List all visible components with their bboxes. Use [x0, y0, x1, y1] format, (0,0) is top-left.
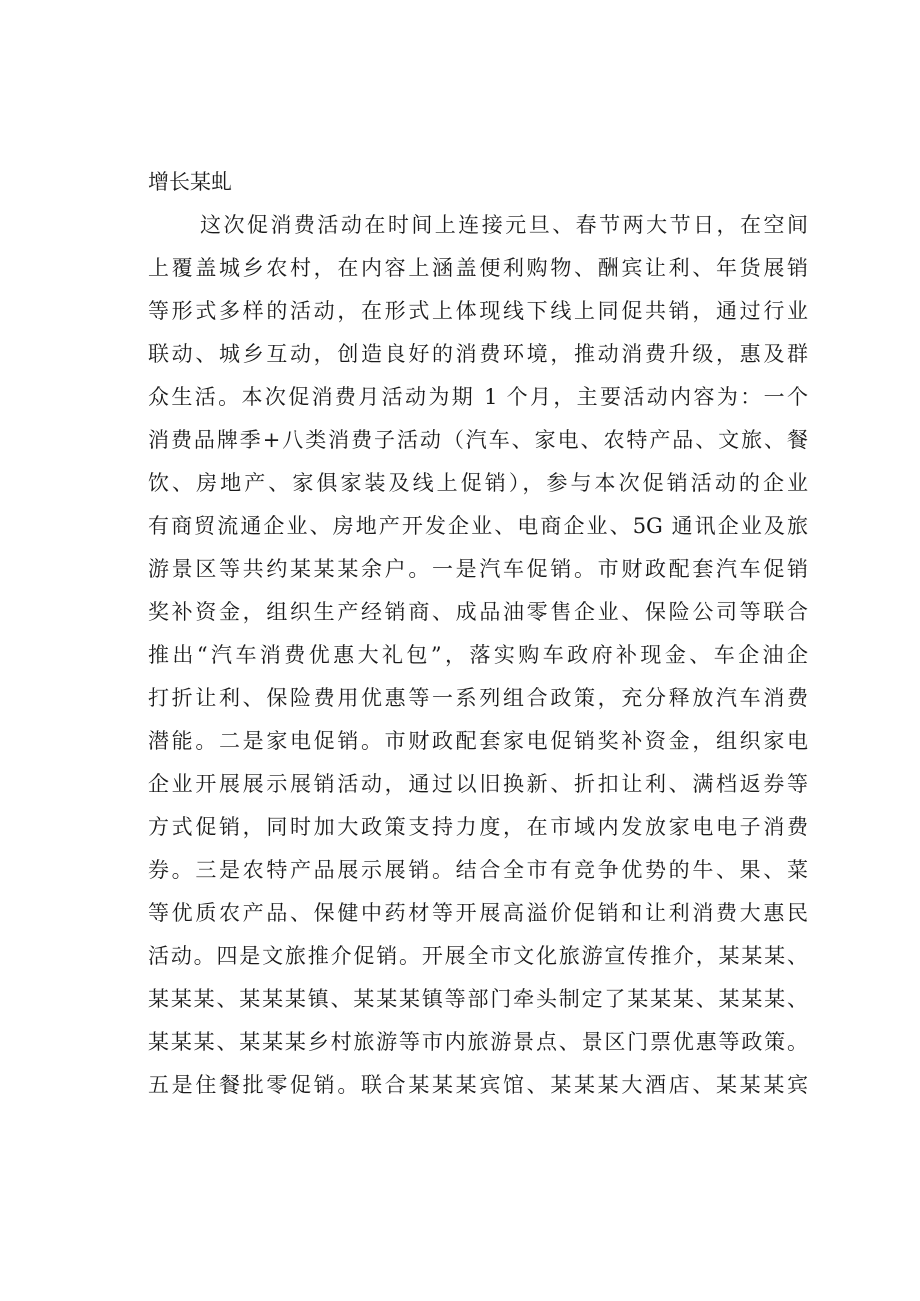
text-line-2: 上覆盖城乡农村，在内容上涵盖便利购物、酬宾让利、年货展销 — [148, 256, 808, 280]
text-line-20: 某某某、某某某乡村旅游等市内旅游景点、景区门票优惠等政策。 — [148, 1030, 808, 1054]
text-line-1: 这次促消费活动在时间上连接元旦、春节两大节日，在空间 — [200, 213, 808, 237]
text-line-8: 有商贸流通企业、房地产开发企业、电商企业、5G 通讯企业及旅 — [148, 514, 808, 538]
text-line-13: 潜能。二是家电促销。市财政配套家电促销奖补资金，组织家电 — [148, 729, 808, 753]
text-line-19: 某某某、某某某镇、某某某镇等部门牵头制定了某某某、某某某、 — [148, 987, 808, 1011]
text-line-9: 游景区等共约某某某余户。一是汽车促销。市财政配套汽车促销 — [148, 557, 808, 581]
text-line-17: 等优质农产品、保健中药材等开展高溢价促销和让利消费大惠民 — [148, 901, 808, 925]
text-line-6: 消费品牌季+八类消费子活动（汽车、家电、农特产品、文旅、餐 — [148, 428, 808, 452]
text-line-12: 打折让利、保险费用优惠等一系列组合政策，充分释放汽车消费 — [148, 686, 808, 710]
text-line-16: 券。三是农特产品展示展销。结合全市有竞争优势的牛、果、菜 — [148, 858, 808, 882]
text-line-5: 众生活。本次促消费月活动为期 1 个月，主要活动内容为：一个 — [148, 385, 808, 409]
text-line-0: 增长某虬 — [148, 170, 232, 194]
text-line-10: 奖补资金，组织生产经销商、成品油零售企业、保险公司等联合 — [148, 600, 808, 624]
text-line-18: 活动。四是文旅推介促销。开展全市文化旅游宣传推介，某某某、 — [148, 944, 808, 968]
text-line-11: 推出“汽车消费优惠大礼包”，落实购车政府补现金、车企油企 — [148, 643, 808, 667]
text-line-3: 等形式多样的活动，在形式上体现线下线上同促共销，通过行业 — [148, 299, 808, 323]
text-line-4: 联动、城乡互动，创造良好的消费环境，推动消费升级，惠及群 — [148, 342, 808, 366]
text-line-7: 饮、房地产、家俱家装及线上促销），参与本次促销活动的企业 — [148, 471, 808, 495]
text-line-15: 方式促销，同时加大政策支持力度，在市域内发放家电电子消费 — [148, 815, 808, 839]
text-line-14: 企业开展展示展销活动，通过以旧换新、折扣让利、满档返券等 — [148, 772, 808, 796]
text-line-21: 五是住餐批零促销。联合某某某宾馆、某某某大酒店、某某某宾 — [148, 1073, 808, 1097]
